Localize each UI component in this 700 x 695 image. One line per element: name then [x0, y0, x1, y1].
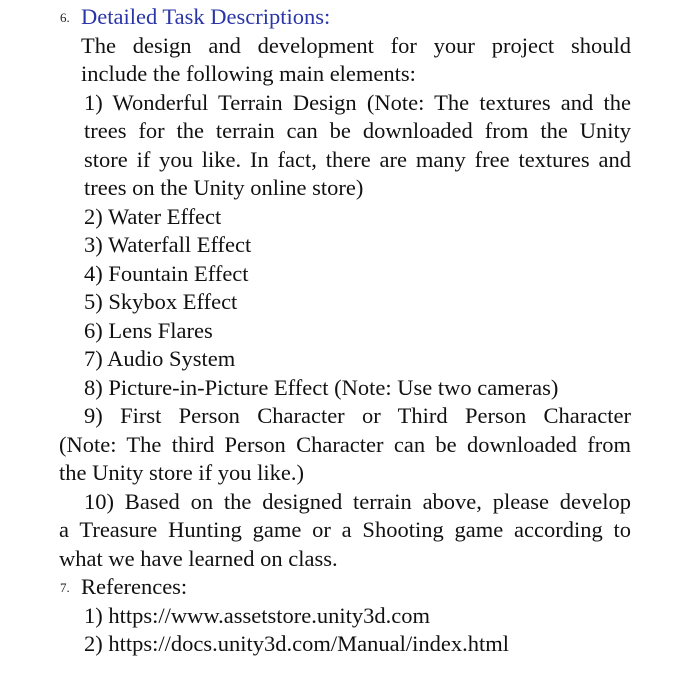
item-7: 7) Audio System	[84, 346, 236, 371]
item-9-line-3: the Unity store if you like.)	[59, 460, 304, 485]
item-1-line-2: trees for the terrain can be downloaded from the Unity	[84, 118, 631, 143]
item-8: 8) Picture-in-Picture Effect (Note: Use two cameras)	[84, 375, 559, 400]
item-9-line-1: 9) First Person Character or Third Person Character	[84, 403, 631, 428]
item-9-line-2: (Note: The third Person Character can be downloaded from	[59, 432, 631, 457]
item-6: 6) Lens Flares	[84, 318, 213, 343]
item-1-line-3: store if you like. In fact, there are many free textures and	[84, 147, 631, 172]
item-2: 2) Water Effect	[84, 204, 222, 229]
item-5: 5) Skybox Effect	[84, 289, 238, 314]
section-6-heading: Detailed Task Descriptions:	[81, 4, 331, 29]
item-4: 4) Fountain Effect	[84, 261, 249, 286]
section-7-heading: References:	[81, 574, 188, 599]
reference-1: 1) https://www.assetstore.unity3d.com	[84, 603, 431, 628]
section-7-number: 7.	[60, 580, 70, 595]
item-3: 3) Waterfall Effect	[84, 232, 252, 257]
item-1-line-4: trees on the Unity online store)	[84, 175, 364, 200]
intro-line-2: include the following main elements:	[81, 61, 416, 86]
section-6-number: 6.	[60, 10, 70, 25]
item-10-line-1: 10) Based on the designed terrain above, please develop	[84, 489, 631, 514]
intro-line-1: The design and development for your project should	[81, 33, 631, 58]
reference-2: 2) https://docs.unity3d.com/Manual/index.html	[84, 631, 509, 656]
item-10-line-3: what we have learned on class.	[59, 546, 338, 571]
item-10-line-2: a Treasure Hunting game or a Shooting game according to	[59, 517, 631, 542]
item-1-line-1: 1) Wonderful Terrain Design (Note: The textures and the	[84, 90, 631, 115]
